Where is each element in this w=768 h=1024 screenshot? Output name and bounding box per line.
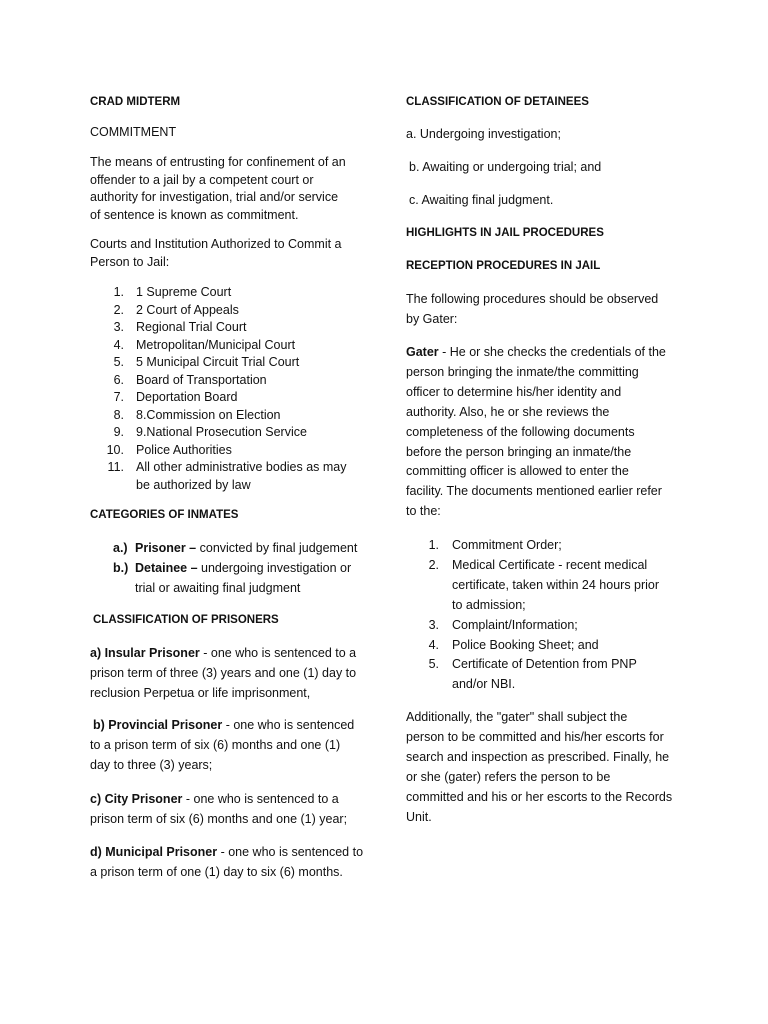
prisoner-provincial — [90, 716, 354, 775]
documents-list — [406, 536, 659, 695]
list-item — [406, 616, 659, 636]
category-desc: undergoing investigation or — [197, 561, 352, 575]
text-line: The means of entrusting for confinement of an — [90, 155, 346, 169]
list-item-text: Complaint/Information; — [452, 617, 578, 632]
text-line: committed and his or her escorts to the Records — [406, 789, 673, 804]
list-item-text: Deportation Board — [136, 390, 238, 404]
categories-heading: CATEGORIES OF INMATES — [90, 509, 239, 521]
text-line: of sentence is known as commitment. — [90, 207, 299, 222]
prisoner-insular — [90, 644, 356, 703]
list-number: 7. — [113, 390, 124, 404]
commitment-paragraph — [90, 154, 346, 224]
highlights-heading: HIGHLIGHTS IN JAIL PROCEDURES — [406, 227, 604, 239]
list-item — [90, 302, 347, 320]
list-item-text: 2 Court of Appeals — [136, 302, 239, 317]
list-item — [90, 354, 347, 372]
list-number: 3. — [428, 617, 439, 632]
list-number: 2. — [113, 302, 124, 317]
text-line: person bringing the inmate/the committing — [406, 364, 639, 379]
prisoner-municipal — [90, 843, 363, 883]
list-item — [90, 459, 347, 494]
list-item — [90, 284, 347, 302]
prisoner-desc: - one who is sentenced to a — [199, 646, 357, 660]
prisoner-desc: - one who is sentenced — [222, 718, 355, 732]
text-line: day to three (3) years; — [90, 757, 213, 772]
document-title: CRAD MIDTERM — [90, 96, 181, 108]
prisoner-desc: - one who is sentenced to — [217, 845, 364, 859]
text-line: or she (gater) refers the person to be — [406, 769, 611, 784]
list-item — [406, 536, 659, 556]
detainee-item: b. Awaiting or undergoing trial; and — [409, 160, 602, 174]
list-number: 1. — [113, 285, 124, 299]
list-number: 5. — [428, 657, 439, 672]
list-item-text: 9.National Prosecution Service — [136, 425, 307, 439]
text-line: authority. Also, he or she reviews the — [406, 404, 610, 419]
list-item — [406, 636, 659, 656]
list-item — [90, 424, 347, 442]
text-line: - He or she checks the credentials of the — [438, 345, 666, 359]
category-continuation: trial or awaiting final judgment — [135, 581, 301, 595]
prisoner-term: d) Municipal Prisoner — [90, 845, 218, 859]
courts-list — [90, 284, 347, 494]
classification-detainees-heading: CLASSIFICATION OF DETAINEES — [406, 96, 589, 108]
list-item — [406, 556, 659, 616]
text-line: a prison term of one (1) day to six (6) months. — [90, 864, 343, 879]
list-number: 6. — [113, 372, 124, 387]
category-item — [90, 558, 357, 578]
text-line: to the: — [406, 504, 441, 519]
reception-heading: RECEPTION PROCEDURES IN JAIL — [406, 260, 601, 272]
text-line: search and inspection as prescribed. Finally, he — [406, 749, 670, 764]
list-number: 4. — [113, 337, 124, 352]
gater-paragraph — [406, 343, 666, 522]
list-item — [406, 655, 659, 695]
text-line: to a prison term of six (6) months and one (1) — [90, 737, 341, 752]
list-number: 3. — [113, 320, 124, 334]
text-line: authority for investigation, trial and/or service — [90, 190, 339, 204]
list-item-text: be authorized by law — [136, 477, 251, 492]
list-item-text: Police Booking Sheet; and — [452, 637, 599, 652]
list-item-text: Commitment Order; — [452, 538, 562, 552]
text-line: prison term of six (6) months and one (1) year; — [90, 811, 348, 826]
text-line: Unit. — [406, 809, 432, 824]
categories-list — [90, 538, 357, 598]
list-item-text: and/or NBI. — [452, 677, 516, 692]
category-letter: b.) — [113, 561, 129, 575]
list-item-text: All other administrative bodies as may — [136, 460, 347, 474]
list-number: 11. — [107, 460, 124, 474]
text-line: by Gater: — [406, 311, 458, 326]
commitment-heading: COMMITMENT — [90, 125, 177, 139]
category-item — [90, 538, 357, 558]
text-line: Additionally, the "gater" shall subject the — [406, 710, 628, 724]
gater-term: Gater — [406, 345, 439, 359]
category-letter: a.) — [113, 541, 128, 555]
additionally-paragraph — [406, 708, 672, 827]
list-item-text: certificate, taken within 24 hours prior — [452, 577, 660, 592]
list-number: 2. — [428, 557, 439, 572]
list-item — [90, 442, 347, 460]
text-line: offender to a jail by a competent court or — [90, 172, 314, 187]
list-number: 8. — [113, 407, 124, 422]
list-item — [90, 407, 347, 425]
list-item-text: 1 Supreme Court — [136, 285, 232, 299]
detainee-item: a. Undergoing investigation; — [406, 127, 561, 141]
prisoner-city — [90, 790, 347, 830]
list-item-text: Metropolitan/Municipal Court — [136, 337, 296, 352]
text-line: The following procedures should be observed — [406, 292, 659, 306]
category-term: Prisoner – — [135, 541, 197, 555]
prisoner-desc: - one who is sentenced to a — [182, 792, 339, 806]
list-item-text: Board of Transportation — [136, 372, 267, 387]
text-line: Courts and Institution Authorized to Commit a — [90, 237, 342, 251]
category-term: Detainee – — [135, 561, 198, 575]
list-item — [90, 389, 347, 407]
list-number: 5. — [113, 355, 124, 369]
text-line: officer to determine his/her identity and — [406, 384, 622, 399]
courts-intro — [90, 236, 342, 271]
prisoner-term: a) Insular Prisoner — [90, 646, 200, 660]
category-desc: convicted by final judgement — [196, 541, 358, 555]
text-line: prison term of three (3) years and one (1) day to — [90, 665, 357, 680]
list-number: 4. — [428, 637, 439, 652]
list-item-text: Medical Certificate - recent medical — [452, 557, 648, 572]
list-item — [90, 337, 347, 355]
list-item-text: to admission; — [452, 597, 526, 612]
list-number: 1. — [428, 538, 439, 552]
classification-prisoners-heading: CLASSIFICATION OF PRISONERS — [93, 614, 279, 626]
list-item — [90, 372, 347, 390]
text-line: facility. The documents mentioned earlier refer — [406, 484, 662, 499]
detainee-item: c. Awaiting final judgment. — [409, 193, 554, 207]
list-number: 9. — [113, 425, 124, 439]
text-line: reclusion Perpetua or life imprisonment, — [90, 685, 311, 700]
list-item-text: 5 Municipal Circuit Trial Court — [136, 355, 300, 369]
list-number: 10. — [106, 442, 124, 457]
text-line: committing officer is allowed to enter the — [406, 464, 629, 479]
prisoner-term: c) City Prisoner — [90, 792, 183, 806]
text-line: person to be committed and his/her escorts for — [406, 729, 664, 744]
list-item-text: Regional Trial Court — [136, 320, 247, 334]
reception-intro — [406, 290, 658, 329]
list-item-text: Police Authorities — [136, 442, 232, 457]
text-line: completeness of the following documents — [406, 424, 635, 439]
list-item-text: 8.Commission on Election — [136, 407, 281, 422]
text-line: Person to Jail: — [90, 254, 170, 269]
text-line: before the person bringing an inmate/the — [406, 444, 632, 459]
list-item — [90, 319, 347, 337]
list-item-text: Certificate of Detention from PNP — [452, 657, 637, 672]
prisoner-term: b) Provincial Prisoner — [93, 718, 223, 732]
